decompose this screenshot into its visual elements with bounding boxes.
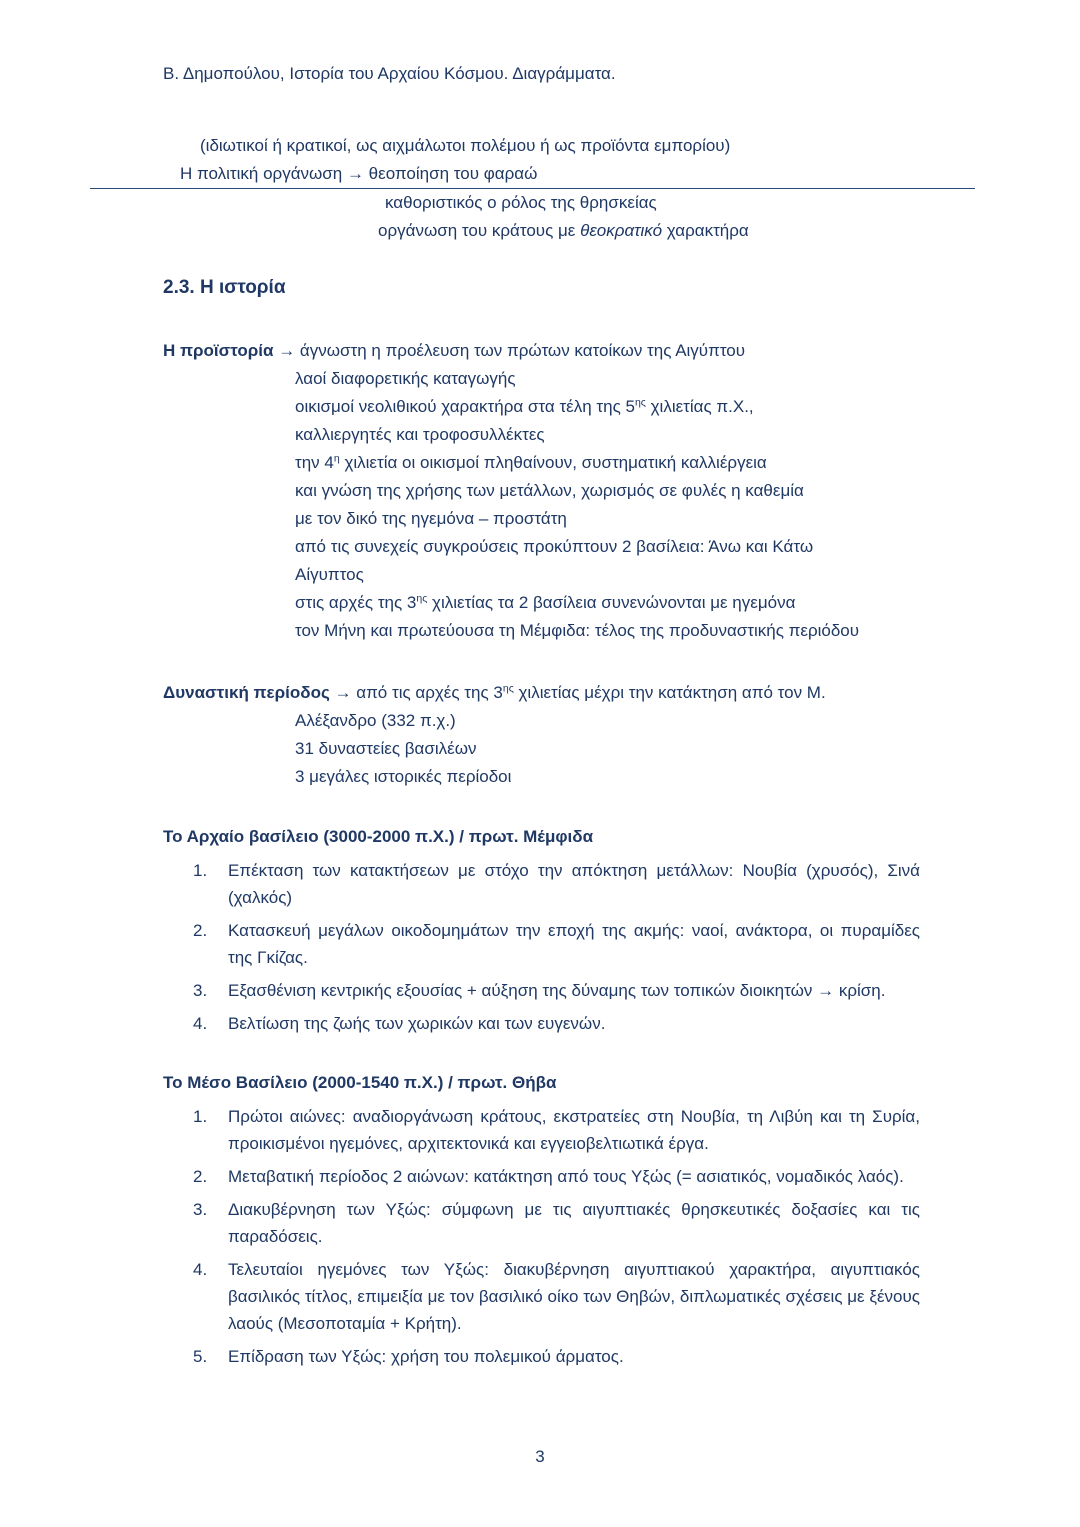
list-item-text: Πρώτοι αιώνες: αναδιοργάνωση κράτους, εκστρατείες στη Νουβία, τη Λιβύη και τη Συρία, προικισμένοι ηγεμόνες, αρχιτεκτονικά και εγγειοβελτιωτικά έργα. — [228, 1107, 920, 1153]
list-item-number: 3. — [193, 1200, 208, 1219]
text-segment: ης — [634, 396, 646, 409]
prehistory-line — [295, 449, 920, 477]
list-item-number: 4. — [193, 1014, 208, 1033]
text-segment: από τις συνεχείς συγκρούσεις προκύπτουν 2 βασίλεια: Άνω και Κάτω — [295, 537, 814, 556]
text-segment: Δυναστική περίοδος — [163, 683, 330, 702]
text-segment: λαοί διαφορετικής καταγωγής — [295, 369, 516, 388]
middle-kingdom-section — [163, 1069, 920, 1370]
list-item — [193, 1103, 920, 1157]
intro-line-theocratic — [378, 217, 920, 245]
text-segment: τον Μήνη και πρωτεύουσα τη Μέμφιδα: τέλος της προδυναστικής περιόδου — [295, 621, 860, 640]
dynastic-line — [295, 763, 920, 791]
prehistory-line — [295, 393, 920, 421]
text-segment: η — [333, 452, 340, 465]
middle-kingdom-heading: Το Μέσο Βασίλειο (2000-1540 π.Χ.) / πρωτ. Θήβα — [163, 1073, 557, 1092]
old-kingdom-section — [163, 823, 920, 1037]
prehistory-line — [295, 589, 920, 617]
list-item — [193, 1196, 920, 1250]
text-segment: στις αρχές της 3 — [295, 593, 417, 612]
list-item-text: Επίδραση των Υξώς: χρήση του πολεμικού άρματος. — [228, 1347, 624, 1366]
list-item-number: 2. — [193, 1167, 208, 1186]
prehistory-line — [295, 561, 920, 589]
prehistory-line — [295, 421, 920, 449]
dynastic-period-block — [163, 679, 920, 791]
list-item — [193, 1343, 920, 1370]
list-item-text: Κατασκευή μεγάλων οικοδομημάτων την εποχή της ακμής: ναοί, ανάκτορα, οι πυραμίδες της Γκίζας. — [228, 921, 920, 967]
list-item-text: Εξασθένιση κεντρικής εξουσίας + αύξηση της δύναμης των τοπικών διοικητών → κρίση. — [228, 981, 886, 1000]
text-segment: → άγνωστη η προέλευση των πρώτων κατοίκων της Αιγύπτου — [273, 341, 746, 360]
intro-block — [163, 132, 920, 245]
text-segment: οργάνωση του κράτους με — [378, 221, 581, 240]
page-number: 3 — [535, 1447, 545, 1466]
section-heading-history: 2.3. Η ιστορία — [163, 277, 286, 298]
text-segment: με τον δικό της ηγεμόνα – προστάτη — [295, 509, 567, 528]
list-item-number: 2. — [193, 921, 208, 940]
list-item-number: 5. — [193, 1347, 208, 1366]
old-kingdom-heading: Το Αρχαίο βασίλειο (3000-2000 π.Χ.) / πρωτ. Μέμφιδα — [163, 827, 594, 846]
text-segment: καλλιεργητές και τροφοσυλλέκτες — [295, 425, 545, 444]
political-organization-text: Η πολιτική οργάνωση → θεοποίηση του φαραώ — [180, 164, 538, 183]
list-item — [193, 1163, 920, 1190]
dynastic-line — [295, 707, 920, 735]
text-segment: ης — [416, 592, 428, 605]
list-item-text: Βελτίωση της ζωής των χωρικών και των ευγενών. — [228, 1014, 606, 1033]
prehistory-line — [295, 477, 920, 505]
prehistory-lead — [163, 337, 920, 365]
text-segment: θεοκρατικό — [580, 221, 663, 240]
list-item-text: Επέκταση των κατακτήσεων με στόχο την απόκτηση μετάλλων: Νουβία (χρυσός), Σινά (χαλκός) — [228, 861, 920, 907]
text-segment: Η προϊστορία — [163, 341, 274, 360]
list-item-number: 1. — [193, 1107, 208, 1126]
text-segment: χιλιετίας π.Χ., — [645, 397, 754, 416]
intro-line-religion-role: καθοριστικός ο ρόλος της θρησκείας — [385, 193, 657, 212]
text-segment: χιλιετία οι οικισμοί πληθαίνουν, συστηματική καλλιέργεια — [339, 453, 767, 472]
list-item — [193, 1256, 920, 1337]
list-item-text: Διακυβέρνηση των Υξώς: σύμφωνη με τις αιγυπτιακές θρησκευτικές δοξασίες και τις παραδόσεις. — [228, 1200, 920, 1246]
text-segment: 3 μεγάλες ιστορικές περίοδοι — [295, 767, 512, 786]
prehistory-line — [295, 505, 920, 533]
list-item — [193, 1010, 920, 1037]
intro-line-slaves: (ιδιωτικοί ή κρατικοί, ως αιχμάλωτοι πολέμου ή ως προϊόντα εμπορίου) — [200, 136, 731, 155]
text-segment: χαρακτήρα — [662, 221, 749, 240]
list-item — [193, 857, 920, 911]
text-segment: την 4 — [295, 453, 334, 472]
text-segment: Αλέξανδρο (332 π.χ.) — [295, 711, 456, 730]
prehistory-line — [295, 365, 920, 393]
text-segment: → από τις αρχές της 3 — [329, 683, 503, 702]
prehistory-line — [295, 533, 920, 561]
list-item-text: Μεταβατική περίοδος 2 αιώνων: κατάκτηση από τους Υξώς (= ασιατικός, νομαδικός λαός). — [228, 1167, 904, 1186]
text-segment: 31 δυναστείες βασιλέων — [295, 739, 477, 758]
text-segment: και γνώση της χρήσης των μετάλλων, χωρισμός σε φυλές η καθεμία — [295, 481, 804, 500]
text-segment: Αίγυπτος — [295, 565, 364, 584]
dynastic-lead — [163, 679, 920, 707]
dynastic-line — [295, 735, 920, 763]
prehistory-line — [295, 617, 920, 645]
intro-line-political-organization — [90, 160, 975, 189]
text-segment: ης — [502, 682, 514, 695]
document-header: Β. Δημοπούλου, Ιστορία του Αρχαίου Κόσμου. Διαγράμματα. — [163, 64, 616, 83]
text-segment: οικισμοί νεολιθικού χαρακτήρα στα τέλη της 5 — [295, 397, 635, 416]
text-segment: χιλιετίας μέχρι την κατάκτηση από τον Μ. — [513, 683, 826, 702]
list-item-number: 3. — [193, 981, 208, 1000]
prehistory-block — [163, 337, 920, 645]
list-item-number: 4. — [193, 1260, 208, 1279]
list-item-text: Τελευταίοι ηγεμόνες των Υξώς: διακυβέρνηση αιγυπτιακού χαρακτήρα, αιγυπτιακός βασιλικός τίτλος, επιμειξία με τον βασιλικό οίκο των Θηβών, διπλωματικές σχέσεις με ξένους λαούς (Μεσοποταμία + Κρήτη). — [228, 1260, 920, 1333]
list-item — [193, 977, 920, 1004]
list-item — [193, 917, 920, 971]
list-item-number: 1. — [193, 861, 208, 880]
text-segment: χιλιετίας τα 2 βασίλεια συνενώνονται με ηγεμόνα — [427, 593, 796, 612]
